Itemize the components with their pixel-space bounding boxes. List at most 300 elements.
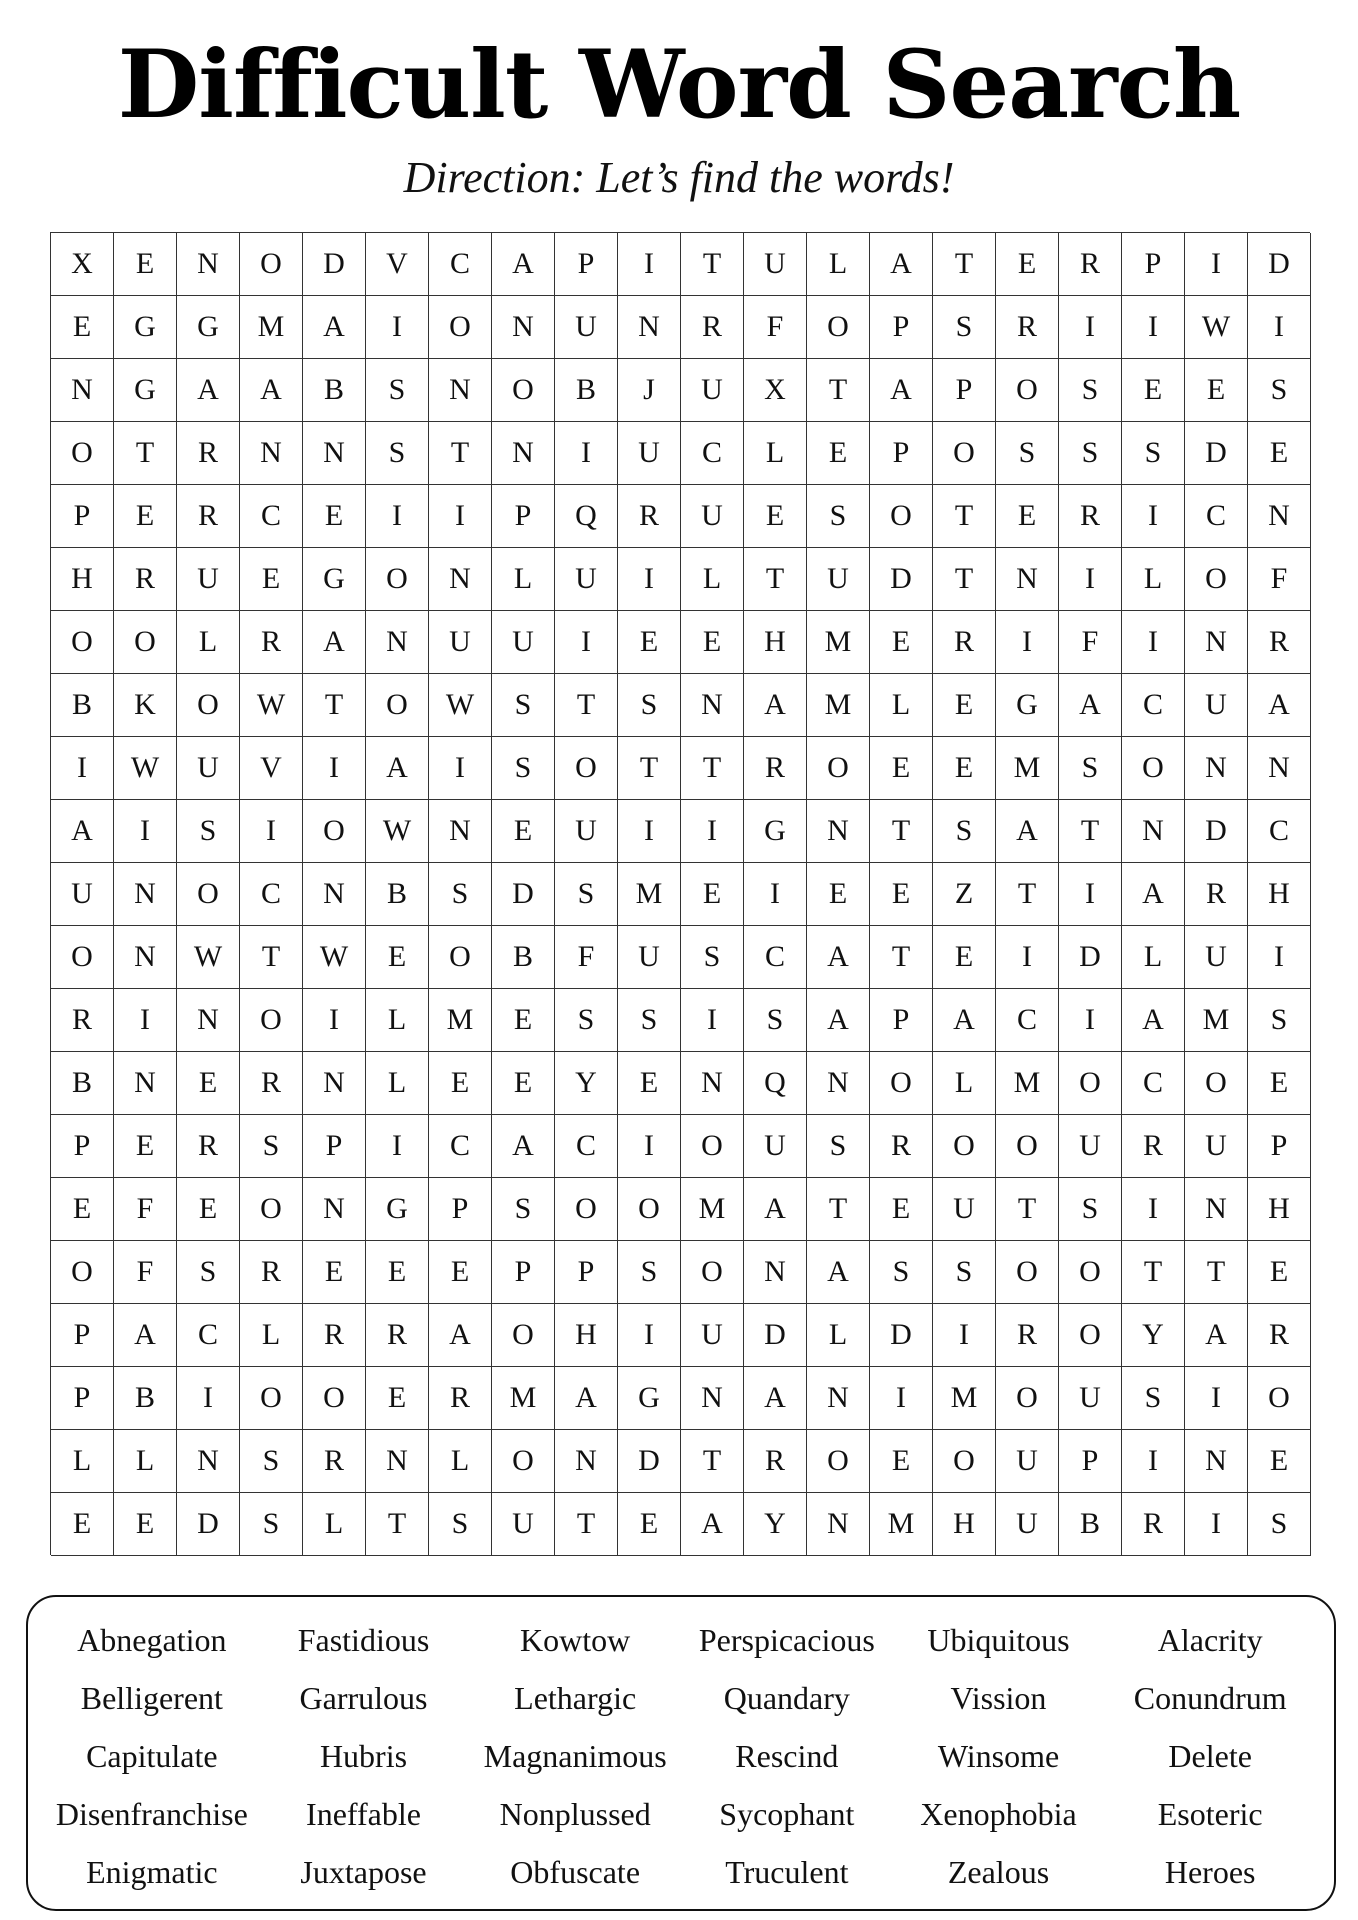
- grid-cell[interactable]: S: [618, 674, 681, 737]
- grid-cell[interactable]: U: [555, 296, 618, 359]
- grid-cell[interactable]: S: [240, 1115, 303, 1178]
- grid-cell[interactable]: N: [1185, 1178, 1248, 1241]
- grid-cell[interactable]: S: [933, 296, 996, 359]
- grid-cell[interactable]: O: [240, 1178, 303, 1241]
- grid-cell[interactable]: R: [177, 485, 240, 548]
- grid-cell[interactable]: A: [51, 800, 114, 863]
- grid-cell[interactable]: E: [114, 1115, 177, 1178]
- grid-cell[interactable]: P: [303, 1115, 366, 1178]
- grid-cell[interactable]: P: [870, 989, 933, 1052]
- grid-cell[interactable]: E: [996, 233, 1059, 296]
- grid-cell[interactable]: A: [303, 296, 366, 359]
- grid-cell[interactable]: T: [807, 359, 870, 422]
- grid-cell[interactable]: S: [681, 926, 744, 989]
- grid-cell[interactable]: S: [807, 485, 870, 548]
- grid-cell[interactable]: S: [429, 863, 492, 926]
- grid-cell[interactable]: T: [303, 674, 366, 737]
- grid-cell[interactable]: U: [618, 422, 681, 485]
- grid-cell[interactable]: N: [744, 1241, 807, 1304]
- grid-cell[interactable]: O: [429, 926, 492, 989]
- grid-cell[interactable]: D: [1248, 233, 1311, 296]
- grid-cell[interactable]: S: [492, 737, 555, 800]
- grid-cell[interactable]: I: [1248, 296, 1311, 359]
- grid-cell[interactable]: L: [744, 422, 807, 485]
- grid-cell[interactable]: E: [1248, 1430, 1311, 1493]
- grid-cell[interactable]: E: [492, 989, 555, 1052]
- grid-cell[interactable]: P: [429, 1178, 492, 1241]
- grid-cell[interactable]: B: [366, 863, 429, 926]
- grid-cell[interactable]: O: [807, 1430, 870, 1493]
- grid-cell[interactable]: X: [51, 233, 114, 296]
- grid-cell[interactable]: I: [429, 485, 492, 548]
- grid-cell[interactable]: I: [618, 1115, 681, 1178]
- grid-cell[interactable]: P: [492, 1241, 555, 1304]
- grid-cell[interactable]: R: [177, 1115, 240, 1178]
- grid-cell[interactable]: S: [1248, 1493, 1311, 1556]
- grid-cell[interactable]: I: [1059, 989, 1122, 1052]
- grid-cell[interactable]: P: [51, 1367, 114, 1430]
- grid-cell[interactable]: O: [681, 1241, 744, 1304]
- grid-cell[interactable]: U: [1185, 1115, 1248, 1178]
- grid-cell[interactable]: U: [681, 1304, 744, 1367]
- grid-cell[interactable]: N: [681, 1052, 744, 1115]
- grid-cell[interactable]: D: [744, 1304, 807, 1367]
- grid-cell[interactable]: I: [366, 485, 429, 548]
- grid-cell[interactable]: S: [933, 800, 996, 863]
- grid-cell[interactable]: T: [744, 548, 807, 611]
- grid-cell[interactable]: P: [492, 485, 555, 548]
- grid-cell[interactable]: C: [1185, 485, 1248, 548]
- grid-cell[interactable]: P: [870, 422, 933, 485]
- grid-cell[interactable]: O: [996, 1115, 1059, 1178]
- grid-cell[interactable]: L: [51, 1430, 114, 1493]
- grid-cell[interactable]: O: [996, 1367, 1059, 1430]
- grid-cell[interactable]: N: [1248, 737, 1311, 800]
- grid-cell[interactable]: T: [996, 1178, 1059, 1241]
- grid-cell[interactable]: N: [1185, 611, 1248, 674]
- grid-cell[interactable]: I: [1122, 1178, 1185, 1241]
- grid-cell[interactable]: R: [303, 1430, 366, 1493]
- grid-cell[interactable]: T: [114, 422, 177, 485]
- grid-cell[interactable]: C: [240, 863, 303, 926]
- grid-cell[interactable]: O: [1185, 1052, 1248, 1115]
- grid-cell[interactable]: O: [555, 737, 618, 800]
- grid-cell[interactable]: V: [240, 737, 303, 800]
- grid-cell[interactable]: O: [177, 863, 240, 926]
- grid-cell[interactable]: N: [303, 863, 366, 926]
- grid-cell[interactable]: E: [51, 1178, 114, 1241]
- grid-cell[interactable]: Z: [933, 863, 996, 926]
- grid-cell[interactable]: I: [1059, 296, 1122, 359]
- grid-cell[interactable]: R: [240, 611, 303, 674]
- grid-cell[interactable]: E: [114, 233, 177, 296]
- grid-cell[interactable]: I: [1122, 1430, 1185, 1493]
- grid-cell[interactable]: O: [870, 1052, 933, 1115]
- grid-cell[interactable]: M: [492, 1367, 555, 1430]
- grid-cell[interactable]: N: [996, 548, 1059, 611]
- grid-cell[interactable]: D: [1185, 422, 1248, 485]
- grid-cell[interactable]: E: [114, 485, 177, 548]
- grid-cell[interactable]: S: [618, 1241, 681, 1304]
- grid-cell[interactable]: I: [618, 548, 681, 611]
- grid-cell[interactable]: B: [1059, 1493, 1122, 1556]
- grid-cell[interactable]: A: [996, 800, 1059, 863]
- grid-cell[interactable]: S: [429, 1493, 492, 1556]
- grid-cell[interactable]: R: [1185, 863, 1248, 926]
- grid-cell[interactable]: A: [744, 1367, 807, 1430]
- grid-cell[interactable]: T: [240, 926, 303, 989]
- grid-cell[interactable]: P: [555, 233, 618, 296]
- grid-cell[interactable]: E: [933, 674, 996, 737]
- grid-cell[interactable]: O: [681, 1115, 744, 1178]
- grid-cell[interactable]: O: [933, 1115, 996, 1178]
- grid-cell[interactable]: O: [1059, 1241, 1122, 1304]
- grid-cell[interactable]: U: [555, 548, 618, 611]
- grid-cell[interactable]: T: [681, 1430, 744, 1493]
- grid-cell[interactable]: B: [303, 359, 366, 422]
- grid-cell[interactable]: E: [366, 1367, 429, 1430]
- grid-cell[interactable]: S: [555, 989, 618, 1052]
- grid-cell[interactable]: A: [492, 1115, 555, 1178]
- grid-cell[interactable]: N: [177, 1430, 240, 1493]
- grid-cell[interactable]: S: [996, 422, 1059, 485]
- grid-cell[interactable]: R: [1248, 611, 1311, 674]
- grid-cell[interactable]: E: [429, 1052, 492, 1115]
- grid-cell[interactable]: U: [744, 233, 807, 296]
- grid-cell[interactable]: D: [177, 1493, 240, 1556]
- grid-cell[interactable]: O: [1059, 1052, 1122, 1115]
- grid-cell[interactable]: T: [996, 863, 1059, 926]
- grid-cell[interactable]: L: [366, 1052, 429, 1115]
- grid-cell[interactable]: W: [303, 926, 366, 989]
- grid-cell[interactable]: N: [114, 863, 177, 926]
- grid-cell[interactable]: I: [303, 989, 366, 1052]
- grid-cell[interactable]: E: [618, 1493, 681, 1556]
- grid-cell[interactable]: A: [870, 233, 933, 296]
- grid-cell[interactable]: B: [51, 1052, 114, 1115]
- grid-cell[interactable]: L: [492, 548, 555, 611]
- grid-cell[interactable]: A: [870, 359, 933, 422]
- grid-cell[interactable]: A: [807, 1241, 870, 1304]
- grid-cell[interactable]: E: [870, 863, 933, 926]
- grid-cell[interactable]: E: [681, 863, 744, 926]
- grid-cell[interactable]: S: [744, 989, 807, 1052]
- grid-cell[interactable]: U: [933, 1178, 996, 1241]
- grid-cell[interactable]: U: [51, 863, 114, 926]
- grid-cell[interactable]: C: [240, 485, 303, 548]
- grid-cell[interactable]: T: [1185, 1241, 1248, 1304]
- grid-cell[interactable]: J: [618, 359, 681, 422]
- grid-cell[interactable]: H: [555, 1304, 618, 1367]
- grid-cell[interactable]: H: [51, 548, 114, 611]
- grid-cell[interactable]: N: [1248, 485, 1311, 548]
- grid-cell[interactable]: M: [618, 863, 681, 926]
- grid-cell[interactable]: P: [1059, 1430, 1122, 1493]
- grid-cell[interactable]: O: [618, 1178, 681, 1241]
- grid-cell[interactable]: S: [618, 989, 681, 1052]
- grid-cell[interactable]: L: [1122, 548, 1185, 611]
- grid-cell[interactable]: O: [51, 611, 114, 674]
- grid-cell[interactable]: I: [1185, 1367, 1248, 1430]
- grid-cell[interactable]: R: [366, 1304, 429, 1367]
- grid-cell[interactable]: E: [933, 737, 996, 800]
- grid-cell[interactable]: A: [933, 989, 996, 1052]
- grid-cell[interactable]: N: [492, 296, 555, 359]
- grid-cell[interactable]: U: [1059, 1115, 1122, 1178]
- grid-cell[interactable]: N: [429, 548, 492, 611]
- grid-cell[interactable]: U: [996, 1493, 1059, 1556]
- grid-cell[interactable]: O: [51, 1241, 114, 1304]
- grid-cell[interactable]: A: [1059, 674, 1122, 737]
- grid-cell[interactable]: W: [240, 674, 303, 737]
- grid-cell[interactable]: R: [870, 1115, 933, 1178]
- grid-cell[interactable]: E: [618, 611, 681, 674]
- grid-cell[interactable]: O: [429, 296, 492, 359]
- grid-cell[interactable]: U: [618, 926, 681, 989]
- grid-cell[interactable]: O: [303, 1367, 366, 1430]
- grid-cell[interactable]: N: [114, 926, 177, 989]
- grid-cell[interactable]: R: [1122, 1115, 1185, 1178]
- grid-cell[interactable]: U: [744, 1115, 807, 1178]
- grid-cell[interactable]: K: [114, 674, 177, 737]
- grid-cell[interactable]: H: [1248, 863, 1311, 926]
- grid-cell[interactable]: N: [555, 1430, 618, 1493]
- grid-cell[interactable]: O: [996, 1241, 1059, 1304]
- grid-cell[interactable]: N: [303, 422, 366, 485]
- grid-cell[interactable]: I: [51, 737, 114, 800]
- grid-cell[interactable]: R: [177, 422, 240, 485]
- grid-cell[interactable]: R: [618, 485, 681, 548]
- grid-cell[interactable]: I: [996, 611, 1059, 674]
- grid-cell[interactable]: R: [933, 611, 996, 674]
- grid-cell[interactable]: R: [429, 1367, 492, 1430]
- grid-cell[interactable]: S: [240, 1493, 303, 1556]
- grid-cell[interactable]: O: [1059, 1304, 1122, 1367]
- grid-cell[interactable]: Q: [555, 485, 618, 548]
- grid-cell[interactable]: U: [996, 1430, 1059, 1493]
- grid-cell[interactable]: T: [429, 422, 492, 485]
- grid-cell[interactable]: G: [744, 800, 807, 863]
- grid-cell[interactable]: I: [366, 1115, 429, 1178]
- grid-cell[interactable]: P: [555, 1241, 618, 1304]
- grid-cell[interactable]: A: [240, 359, 303, 422]
- grid-cell[interactable]: A: [1122, 863, 1185, 926]
- grid-cell[interactable]: I: [618, 800, 681, 863]
- grid-cell[interactable]: A: [807, 989, 870, 1052]
- grid-cell[interactable]: F: [744, 296, 807, 359]
- grid-cell[interactable]: D: [870, 548, 933, 611]
- grid-cell[interactable]: C: [177, 1304, 240, 1367]
- grid-cell[interactable]: N: [807, 1052, 870, 1115]
- grid-cell[interactable]: I: [1122, 611, 1185, 674]
- grid-cell[interactable]: N: [1185, 1430, 1248, 1493]
- grid-cell[interactable]: N: [303, 1052, 366, 1115]
- grid-cell[interactable]: U: [177, 737, 240, 800]
- grid-cell[interactable]: W: [366, 800, 429, 863]
- grid-cell[interactable]: E: [681, 611, 744, 674]
- grid-cell[interactable]: O: [303, 800, 366, 863]
- grid-cell[interactable]: I: [1185, 233, 1248, 296]
- grid-cell[interactable]: A: [366, 737, 429, 800]
- grid-cell[interactable]: C: [1122, 674, 1185, 737]
- grid-cell[interactable]: E: [996, 485, 1059, 548]
- grid-cell[interactable]: E: [1248, 1241, 1311, 1304]
- grid-cell[interactable]: U: [429, 611, 492, 674]
- grid-cell[interactable]: I: [1185, 1493, 1248, 1556]
- grid-cell[interactable]: G: [996, 674, 1059, 737]
- grid-cell[interactable]: N: [240, 422, 303, 485]
- grid-cell[interactable]: S: [807, 1115, 870, 1178]
- grid-cell[interactable]: E: [1122, 359, 1185, 422]
- grid-cell[interactable]: F: [1248, 548, 1311, 611]
- grid-cell[interactable]: O: [492, 1430, 555, 1493]
- grid-cell[interactable]: H: [933, 1493, 996, 1556]
- grid-cell[interactable]: N: [492, 422, 555, 485]
- grid-cell[interactable]: A: [177, 359, 240, 422]
- grid-cell[interactable]: R: [240, 1052, 303, 1115]
- grid-cell[interactable]: E: [1248, 422, 1311, 485]
- grid-cell[interactable]: N: [1122, 800, 1185, 863]
- grid-cell[interactable]: S: [1122, 1367, 1185, 1430]
- grid-cell[interactable]: I: [681, 800, 744, 863]
- grid-cell[interactable]: A: [744, 1178, 807, 1241]
- grid-cell[interactable]: E: [933, 926, 996, 989]
- grid-cell[interactable]: U: [681, 359, 744, 422]
- grid-cell[interactable]: T: [1059, 800, 1122, 863]
- grid-cell[interactable]: O: [240, 989, 303, 1052]
- grid-cell[interactable]: A: [429, 1304, 492, 1367]
- grid-cell[interactable]: T: [1122, 1241, 1185, 1304]
- grid-cell[interactable]: O: [933, 422, 996, 485]
- grid-cell[interactable]: I: [240, 800, 303, 863]
- grid-cell[interactable]: O: [996, 359, 1059, 422]
- grid-cell[interactable]: L: [366, 989, 429, 1052]
- grid-cell[interactable]: E: [1185, 359, 1248, 422]
- grid-cell[interactable]: N: [177, 233, 240, 296]
- grid-cell[interactable]: U: [1185, 926, 1248, 989]
- grid-cell[interactable]: L: [933, 1052, 996, 1115]
- grid-cell[interactable]: L: [870, 674, 933, 737]
- grid-cell[interactable]: L: [429, 1430, 492, 1493]
- grid-cell[interactable]: N: [618, 296, 681, 359]
- grid-cell[interactable]: S: [366, 422, 429, 485]
- grid-cell[interactable]: A: [1185, 1304, 1248, 1367]
- grid-cell[interactable]: Y: [744, 1493, 807, 1556]
- grid-cell[interactable]: I: [1248, 926, 1311, 989]
- grid-cell[interactable]: O: [240, 1367, 303, 1430]
- grid-cell[interactable]: N: [807, 1493, 870, 1556]
- grid-cell[interactable]: I: [114, 800, 177, 863]
- grid-cell[interactable]: E: [51, 296, 114, 359]
- grid-cell[interactable]: G: [114, 359, 177, 422]
- grid-cell[interactable]: I: [429, 737, 492, 800]
- grid-cell[interactable]: D: [1185, 800, 1248, 863]
- grid-cell[interactable]: E: [429, 1241, 492, 1304]
- grid-cell[interactable]: I: [618, 1304, 681, 1367]
- grid-cell[interactable]: U: [807, 548, 870, 611]
- grid-cell[interactable]: T: [807, 1178, 870, 1241]
- grid-cell[interactable]: A: [681, 1493, 744, 1556]
- grid-cell[interactable]: A: [555, 1367, 618, 1430]
- grid-cell[interactable]: N: [177, 989, 240, 1052]
- grid-cell[interactable]: E: [240, 548, 303, 611]
- grid-cell[interactable]: T: [681, 233, 744, 296]
- grid-cell[interactable]: W: [114, 737, 177, 800]
- grid-cell[interactable]: R: [996, 1304, 1059, 1367]
- grid-cell[interactable]: O: [492, 359, 555, 422]
- grid-cell[interactable]: E: [870, 1430, 933, 1493]
- grid-cell[interactable]: E: [366, 1241, 429, 1304]
- grid-cell[interactable]: I: [933, 1304, 996, 1367]
- grid-cell[interactable]: B: [114, 1367, 177, 1430]
- grid-cell[interactable]: S: [1059, 359, 1122, 422]
- grid-cell[interactable]: S: [1059, 737, 1122, 800]
- grid-cell[interactable]: D: [303, 233, 366, 296]
- grid-cell[interactable]: G: [114, 296, 177, 359]
- grid-cell[interactable]: C: [744, 926, 807, 989]
- grid-cell[interactable]: R: [1059, 233, 1122, 296]
- grid-cell[interactable]: G: [177, 296, 240, 359]
- grid-cell[interactable]: O: [870, 485, 933, 548]
- grid-cell[interactable]: P: [1248, 1115, 1311, 1178]
- grid-cell[interactable]: D: [1059, 926, 1122, 989]
- grid-cell[interactable]: L: [303, 1493, 366, 1556]
- grid-cell[interactable]: O: [240, 233, 303, 296]
- grid-cell[interactable]: C: [1248, 800, 1311, 863]
- grid-cell[interactable]: I: [177, 1367, 240, 1430]
- grid-cell[interactable]: O: [51, 422, 114, 485]
- grid-cell[interactable]: O: [1122, 737, 1185, 800]
- grid-cell[interactable]: E: [177, 1052, 240, 1115]
- grid-cell[interactable]: C: [555, 1115, 618, 1178]
- grid-cell[interactable]: I: [996, 926, 1059, 989]
- grid-cell[interactable]: M: [807, 611, 870, 674]
- grid-cell[interactable]: T: [933, 485, 996, 548]
- grid-cell[interactable]: O: [807, 737, 870, 800]
- grid-cell[interactable]: P: [51, 1304, 114, 1367]
- grid-cell[interactable]: E: [303, 1241, 366, 1304]
- grid-cell[interactable]: G: [366, 1178, 429, 1241]
- grid-cell[interactable]: L: [807, 1304, 870, 1367]
- grid-cell[interactable]: T: [618, 737, 681, 800]
- grid-cell[interactable]: M: [996, 1052, 1059, 1115]
- grid-cell[interactable]: P: [51, 485, 114, 548]
- grid-cell[interactable]: W: [177, 926, 240, 989]
- grid-cell[interactable]: H: [744, 611, 807, 674]
- grid-cell[interactable]: M: [933, 1367, 996, 1430]
- grid-cell[interactable]: C: [996, 989, 1059, 1052]
- grid-cell[interactable]: N: [51, 359, 114, 422]
- grid-cell[interactable]: O: [366, 548, 429, 611]
- grid-cell[interactable]: S: [366, 359, 429, 422]
- grid-cell[interactable]: C: [429, 1115, 492, 1178]
- grid-cell[interactable]: C: [429, 233, 492, 296]
- grid-cell[interactable]: U: [681, 485, 744, 548]
- grid-cell[interactable]: E: [807, 863, 870, 926]
- grid-cell[interactable]: E: [366, 926, 429, 989]
- grid-cell[interactable]: R: [744, 737, 807, 800]
- grid-cell[interactable]: T: [555, 1493, 618, 1556]
- grid-cell[interactable]: I: [114, 989, 177, 1052]
- grid-cell[interactable]: R: [996, 296, 1059, 359]
- grid-cell[interactable]: N: [366, 1430, 429, 1493]
- grid-cell[interactable]: Q: [744, 1052, 807, 1115]
- grid-cell[interactable]: A: [303, 611, 366, 674]
- grid-cell[interactable]: B: [51, 674, 114, 737]
- grid-cell[interactable]: N: [1185, 737, 1248, 800]
- grid-cell[interactable]: I: [1059, 548, 1122, 611]
- grid-cell[interactable]: R: [681, 296, 744, 359]
